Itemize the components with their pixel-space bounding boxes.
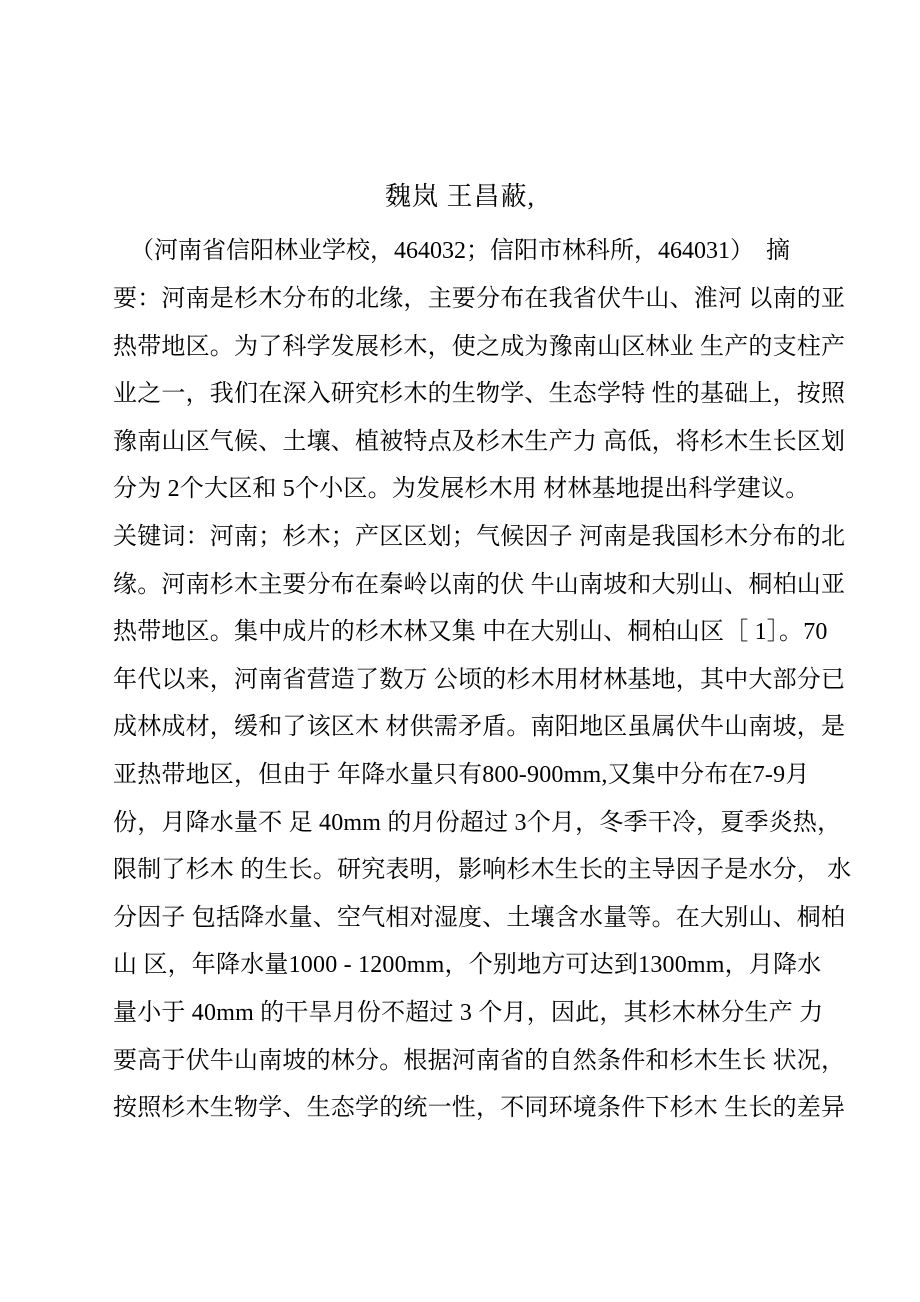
body-line: 量小于 40mm 的干旱月份不超过 3 个月，因此，其杉木林分生产 力 (113, 999, 824, 1026)
affiliation-line: （河南省信阳林业学校，464032；信阳市林科所，464031） 摘 (130, 238, 790, 264)
body-line: 分为 2个大区和 5个小区。为发展杉木用 材林基地提出科学建议。 (113, 476, 810, 503)
body-line: 豫南山区气候、土壤、植被特点及杉木生产力 高低，将杉木生长区划 (113, 428, 846, 455)
body-line: 按照杉木生物学、生态学的统一性，不同环境条件下杉木 生长的差异 (113, 1095, 846, 1122)
body-line: 成林成材，缓和了该区木 材供需矛盾。南阳地区虽属伏牛山南坡，是 (113, 714, 846, 741)
body-line: 份，月降水量不 足 40mm 的月份超过 3个月，冬季干冷，夏季炎热， (113, 809, 842, 836)
body-line: 业之一，我们在深入研究杉木的生物学、生态学特 性的基础上，按照 (113, 381, 846, 408)
body-line: 缘。河南杉木主要分布在秦岭以南的伏 牛山南坡和大别山、桐柏山亚 (113, 571, 846, 598)
body-line: 热带地区。集中成片的杉木林又集 中在大别山、桐柏山区［ 1］。70 (113, 619, 828, 646)
body-line: 年代以来，河南省营造了数万 公顷的杉木用材林基地，其中大部分已 (113, 666, 846, 693)
body-line: 限制了杉木 的生长。研究表明，影响杉木生长的主导因子是水分， 水 (113, 857, 852, 884)
body-line: 关键词：河南；杉木；产区区划；气候因子 河南是我国杉木分布的北 (113, 523, 846, 550)
authors-line: 魏岚 王昌蔽, (384, 182, 535, 211)
body-line: 亚热带地区，但由于 年降水量只有800-900mm,又集中分布在7-9月 (113, 761, 810, 788)
body-line: 分因子 包括降水量、空气相对湿度、土壤含水量等。在大别山、桐柏 (113, 904, 846, 931)
body-line: 山 区，年降水量1000 - 1200mm，个别地方可达到1300mm，月降水 (113, 952, 822, 979)
body-line: 热带地区。为了科学发展杉木，使之成为豫南山区林业 生产的支柱产 (113, 333, 846, 360)
body-line: 要：河南是杉木分布的北缘，主要分布在我省伏牛山、淮河 以南的亚 (113, 286, 846, 312)
document-body (113, 276, 858, 1133)
body-line: 要高于伏牛山南坡的林分。根据河南省的自然条件和杉木生长 状况， (113, 1047, 846, 1074)
